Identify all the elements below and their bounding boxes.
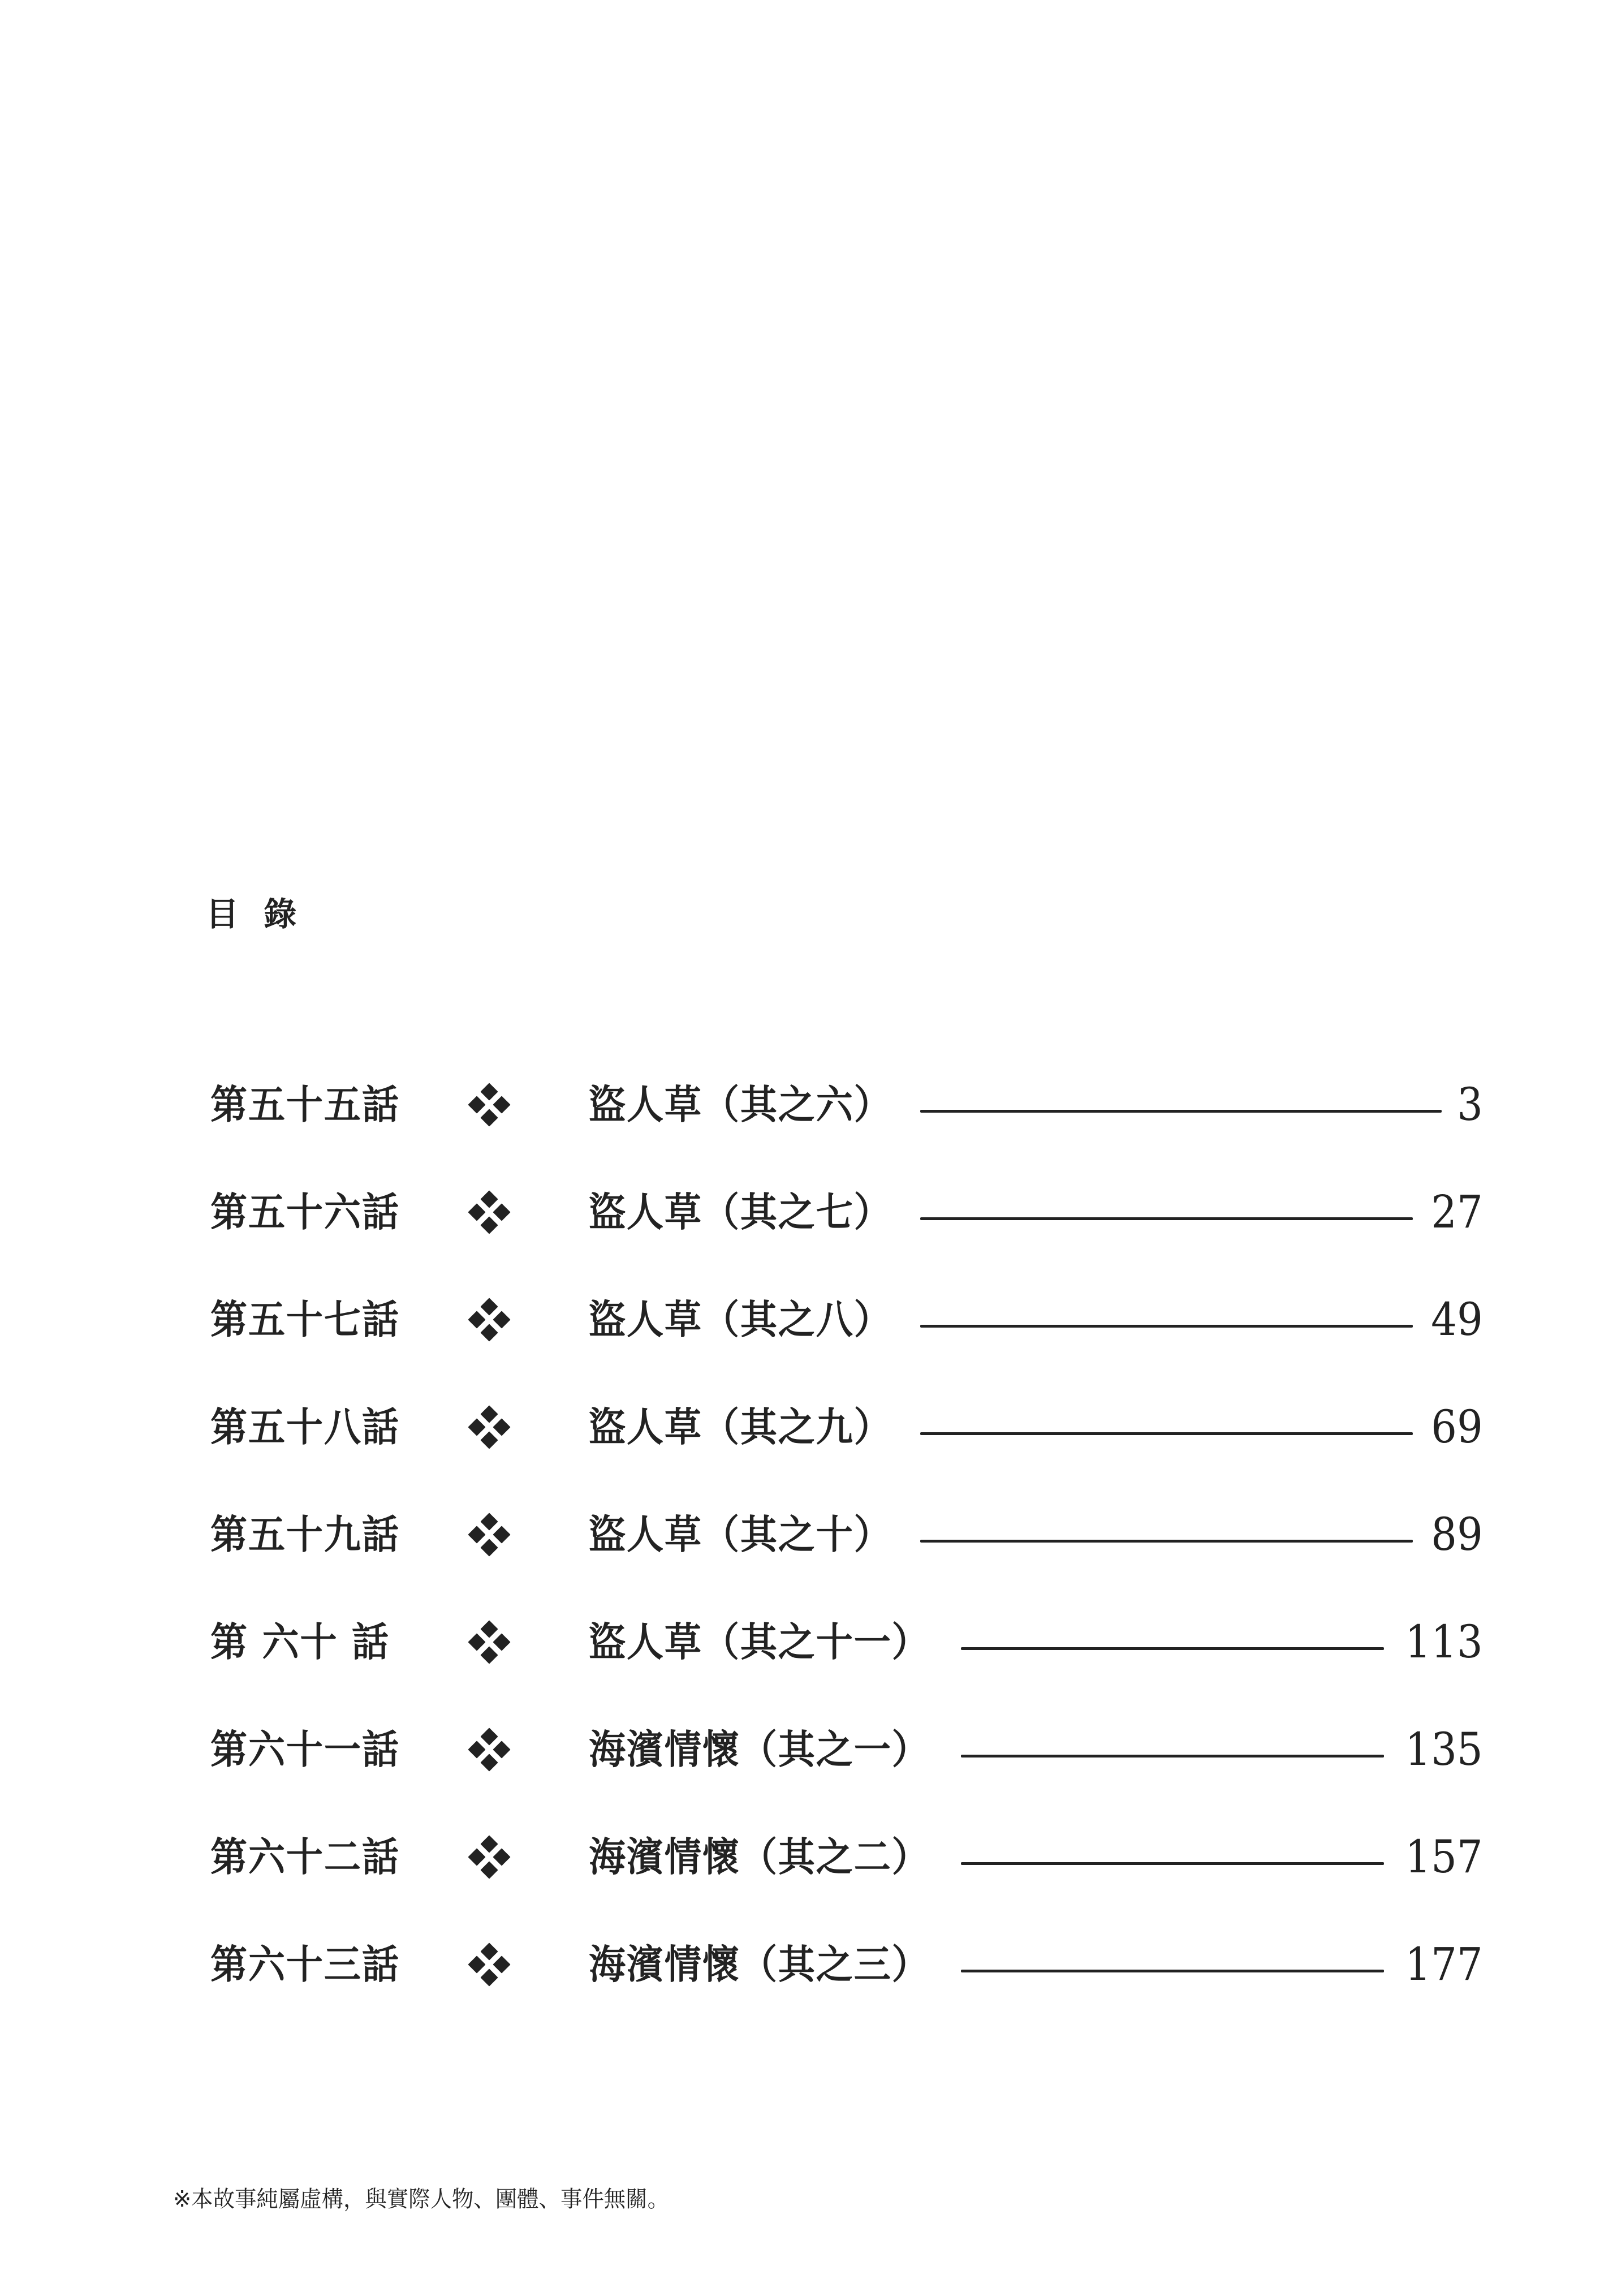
leader-line xyxy=(920,1217,1413,1220)
chapter-title: 盜人草（其之八） xyxy=(589,1296,892,1343)
chapter-title: 盜人草（其之七） xyxy=(589,1188,892,1235)
chapter-number: 第 六十 話 xyxy=(210,1618,390,1665)
chapter-number: 第五十六話 xyxy=(210,1188,400,1235)
diamond-ornament-icon xyxy=(468,1298,511,1341)
chapter-title: 海濱情懷（其之三） xyxy=(589,1941,930,1988)
toc-entry[interactable] xyxy=(210,1722,1483,1830)
chapter-number: 第五十五話 xyxy=(210,1081,400,1128)
diamond-ornament-icon xyxy=(468,1621,511,1664)
chapter-number: 第五十八話 xyxy=(210,1403,400,1450)
leader-line xyxy=(961,1862,1384,1865)
page-number: 113 xyxy=(1405,1616,1483,1668)
diamond-ornament-icon xyxy=(468,1728,511,1771)
toc-entry[interactable] xyxy=(210,1185,1483,1293)
chapter-number: 第五十九話 xyxy=(210,1511,400,1558)
toc-entry[interactable] xyxy=(210,1615,1483,1722)
chapter-title: 盜人草（其之十一） xyxy=(589,1618,930,1665)
leader-line xyxy=(920,1110,1442,1113)
chapter-number: 第六十三話 xyxy=(210,1941,400,1988)
chapter-number: 第六十二話 xyxy=(210,1833,400,1880)
toc-entry[interactable] xyxy=(210,1078,1483,1185)
toc-list xyxy=(210,1078,1483,2045)
diamond-ornament-icon xyxy=(468,1083,511,1126)
diamond-ornament-icon xyxy=(468,1406,511,1449)
page-number: 27 xyxy=(1431,1186,1483,1238)
page-number: 135 xyxy=(1405,1723,1483,1776)
leader-line xyxy=(920,1325,1413,1328)
page-number: 69 xyxy=(1431,1401,1483,1453)
chapter-title: 海濱情懷（其之二） xyxy=(589,1833,930,1880)
diamond-ornament-icon xyxy=(468,1836,511,1879)
leader-line xyxy=(920,1432,1413,1435)
page-number: 3 xyxy=(1457,1078,1483,1131)
chapter-number: 第六十一話 xyxy=(210,1726,400,1773)
chapter-number: 第五十七話 xyxy=(210,1296,400,1343)
diamond-ornament-icon xyxy=(468,1513,511,1556)
leader-line xyxy=(961,1647,1384,1650)
page-number: 49 xyxy=(1431,1293,1483,1346)
fiction-disclaimer: ※本故事純屬虛構，與實際人物、團體、事件無關。 xyxy=(173,2186,669,2212)
chapter-title: 盜人草（其之六） xyxy=(589,1081,892,1128)
toc-entry[interactable] xyxy=(210,1293,1483,1400)
chapter-title: 海濱情懷（其之一） xyxy=(589,1726,930,1773)
leader-line xyxy=(920,1540,1413,1543)
toc-entry[interactable] xyxy=(210,1937,1483,2045)
chapter-title: 盜人草（其之十） xyxy=(589,1511,892,1558)
page-number: 177 xyxy=(1405,1938,1483,1991)
page-number: 157 xyxy=(1405,1830,1483,1883)
toc-heading: 目 錄 xyxy=(206,895,304,933)
diamond-ornament-icon xyxy=(468,1191,511,1234)
chapter-title: 盜人草（其之九） xyxy=(589,1403,892,1450)
toc-entry[interactable] xyxy=(210,1507,1483,1615)
leader-line xyxy=(961,1755,1384,1757)
leader-line xyxy=(961,1970,1384,1972)
diamond-ornament-icon xyxy=(468,1943,511,1986)
toc-entry[interactable] xyxy=(210,1830,1483,1937)
page-number: 89 xyxy=(1431,1508,1483,1561)
toc-entry[interactable] xyxy=(210,1400,1483,1507)
